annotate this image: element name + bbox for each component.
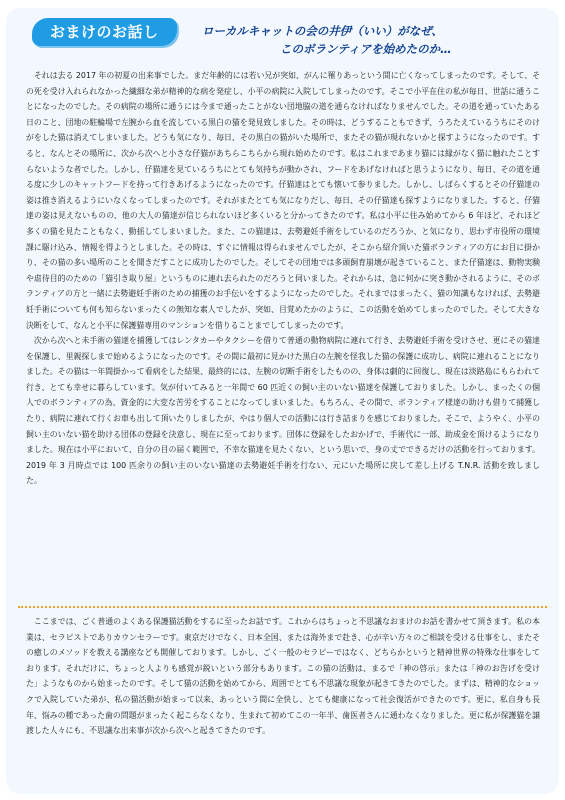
story-body: [26, 68, 540, 489]
dotted-divider: [18, 606, 547, 608]
article-title-line-2: このボランティアを始めたのか…: [280, 42, 452, 56]
afterword-body: [26, 614, 540, 739]
story-paragraph: 次から次へと未手術の猫達を捕獲してはレンタカーやタクシーを借りて普通の動物病院に連れて行き、去勢避妊手術を受けさせ、更にその猫達を保護し、里親探しまで始めるようになったのです。その間に最初に見かけた黒白の左腕を怪我した猫の保護に成功し、病院に連れることになりました。その猫は一年間掛かって看病をした結果、最終的には、左腕の切断手術をしたものの、身体は劇的に回復し、現在は淡路島にもらわれて行き、とても幸せに暮らしています。気が付いてみると一年間で 60 匹近くの飼い主のいない猫達を保護しておりました。しかし、まったくの個人でのボランティアの為、資金的に大変な苦労をすることになってしまいました。もちろん、その間で、ボランティア様達の助けも借りて捕獲したり、病院に連れて行くお車も出して頂いたりしましたが、やはり個人での活動には行き詰まりを感じておりました。そこで、ようやく、小平の飼い主のいない猫を助ける団体の登録を決意し、現在に至っております。団体に登録をしたおかげで、手術代に一部、助成金を頂けるようになりました。現在は小平において、自分の目の届く範囲で、不幸な猫達を見たくない、という思いで、身の丈でできるだけの活動を行っております。2019 年 3 月時点では 100 匹余りの飼い主のいない猫達の去勢避妊手術を行ない、元にいた場所に戻して差し上げる T.N.R. 活動を致しました。: [26, 336, 540, 486]
section-badge: おまけのお話し: [32, 18, 177, 46]
afterword-paragraph: ここまでは、ごく普通のよくある保護猫活動をするに至ったお話です。これからはちょっと不思議なおまけのお話を書かせて頂きます。私の本業は、セラピストでありカウンセラーです。東京だけでなく、日本全国、または海外まで赴き、心が辛い方々のご相談を受ける仕事をし、またその癒しのメソッドを教える講座なども開催しております。しかし、ごく一般のセラピーではなく、どちらかというと精神世界の特殊な仕事をしております。それだけに、ちょっと人よりも感覚が鋭いという部分もあります。この猫の活動は、まるで「神の啓示」または「神のお告げを受けた」ようなものから始まったのです。そして猫の活動を始めてから、周囲でとても不思議な現象が起きてきたのでした。まずは、精神的なショックで入院していた弟が、私の猫活動が始まって以来、あっという間に全快し、とても健康になって社会復活ができたのです。更に、私自身も長年、悩みの種であった歯の問題がまったく起こらなくなり、生まれて初めてこの一年半、歯医者さんに通わなくなりました。更に私が保護猫を譲渡した人々にも、不思議な出来事が次から次へと起きてきたのです。: [26, 617, 540, 736]
story-paragraph: それは去る 2017 年の初夏の出来事でした。まだ年齢的には若い兄が突如、がんに罹りあっという間に亡くなってしまったのです。そして、その死を受け入れられなかった繊細な弟が精神的な病を発症し、小平の病院に入院してしまったのです。そこで小平在住の私が毎日、世話に通うことになったのでした。その病院の場所に通うには今まで通ったことがない団地脇の道を通らなければなりませんでした。その道を通っていたある日のこと、団地の駐輪場で左腕から血を流している黒白の猫を発見致しました。その時は、どうすることもできず、うろたえているうちにそのけがをした猫は消えてしまいました。どうも気になり、毎日、その黒白の猫がいた場所で、またその猫が現れないかと探すようになったのです。すると、なんとその場所に、次から次へと小さな仔猫があちらこちらから現れ始めたのです。私はこれまであまり猫には縁がなく猫に触れたことすらないような者でした。しかし、仔猫達を見ているうちにとても気持ちが動かされ、フードをあげなければと思うようになり、毎日、その道を通る度に少しのキャットフードを持って行きあげるようになったのです。仔猫達はとても懐いて参りました。しかし、しばらくするとその仔猫達の姿は推き消えるようにいなくなってしまったのです。それがまたとても気になりだし、毎日、その仔猫達も探すようになりました。すると、仔猫達の姿は見えないものの、他の大人の猫達が信じられないほど多くいると分かってきたのです。私は小平に住み始めてから 6 年ほど、それほど多くの猫を見たこともなく、動揺してしまいました。また、この猫達は、去勢避妊手術をしているのだろうか、と気になり、思わず市役所の環境課に駆け込み、情報を得ようとしました。その時は、すぐに情報は得られませんでしたが、そこから紹介頂いた猫ボランティアの方にお目に掛かり、その猫の多い場所のことを聞きだすことに成功したのでした。そしてその団地では多頭飼育崩壊が起きていること、また仔猫達は、動物実験や虐待目的のための「猫引き取り屋」というものに連れ去られたのだろうと伺いました。それからは、急に何かに突き動かされるように、そのボランティアの方と一緒に去勢避妊手術のための捕獲のお手伝いをするようになったのでした。それまではまったく、猫の知識もなければ、去勢避妊手術についても何も知らないまったくの無知な素人でしたが、突如、目覚めたかのように、この活動を始めてしまったのでした。そして大きな決断をして、なんと小平に保護猫専用のマンションを借りることまでしてしまったのです。: [26, 71, 540, 330]
article-title-line-1: ローカルキャットの会の井伊（いい）がなぜ、: [202, 24, 443, 38]
article-header: [6, 8, 559, 68]
page-background: [6, 8, 559, 794]
